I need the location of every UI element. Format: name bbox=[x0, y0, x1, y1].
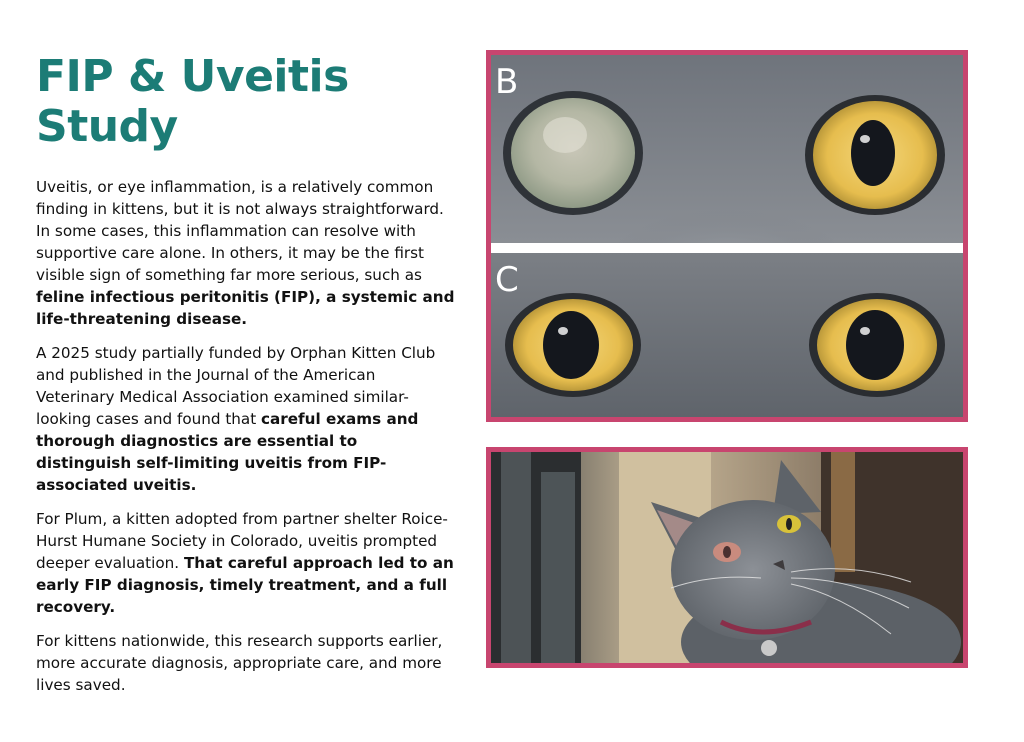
plum-kitten-photo bbox=[486, 447, 968, 668]
paragraph-4 bbox=[36, 630, 456, 696]
paragraph-2 bbox=[36, 342, 456, 496]
paragraph-3-emphasis: That careful approach led to an early FIP diagnosis, timely treatment, and a full recovery. bbox=[36, 554, 454, 616]
paragraph-2-text: A 2025 study partially funded by Orphan Kitten Club and published in the Journal of the American Veterinary Medical Association examined similar-looking cases and found that bbox=[36, 344, 436, 428]
page-title: FIP & Uveitis Study bbox=[36, 51, 349, 152]
paragraph-4-text: For kittens nationwide, this research supports earlier, more accurate diagnosis, appropriate care, and more lives saved. bbox=[36, 632, 443, 694]
kitten-illustration bbox=[491, 452, 963, 663]
paragraph-2-emphasis: careful exams and thorough diagnostics are essential to distinguish self-limiting uveitis from FIP-associated uveitis. bbox=[36, 410, 419, 494]
paragraph-3-text: For Plum, a kitten adopted from partner shelter Roice-Hurst Humane Society in Colorado, uveitis prompted deeper evaluation. bbox=[36, 510, 448, 572]
panel-c-label: C bbox=[495, 260, 519, 300]
cat-eyes-illustration bbox=[491, 55, 963, 417]
paragraph-1-emphasis: feline infectious peritonitis (FIP), a systemic and life-threatening disease. bbox=[36, 288, 455, 328]
cloudy-eye-icon bbox=[511, 98, 635, 208]
paragraph-3 bbox=[36, 508, 456, 618]
panel-c bbox=[491, 253, 963, 417]
article-body bbox=[36, 176, 456, 708]
paragraph-1 bbox=[36, 176, 456, 330]
paragraph-1-text: Uveitis, or eye inflammation, is a relatively common finding in kittens, but it is not always straightforward. In some cases, this inflammation can resolve with supportive care alone. In others, it may be the first visible sign of something far more serious, such as bbox=[36, 178, 444, 284]
collar-tag-icon bbox=[761, 640, 777, 656]
cat-eyes-figure bbox=[486, 50, 968, 422]
panel-b-label: B bbox=[495, 62, 519, 102]
